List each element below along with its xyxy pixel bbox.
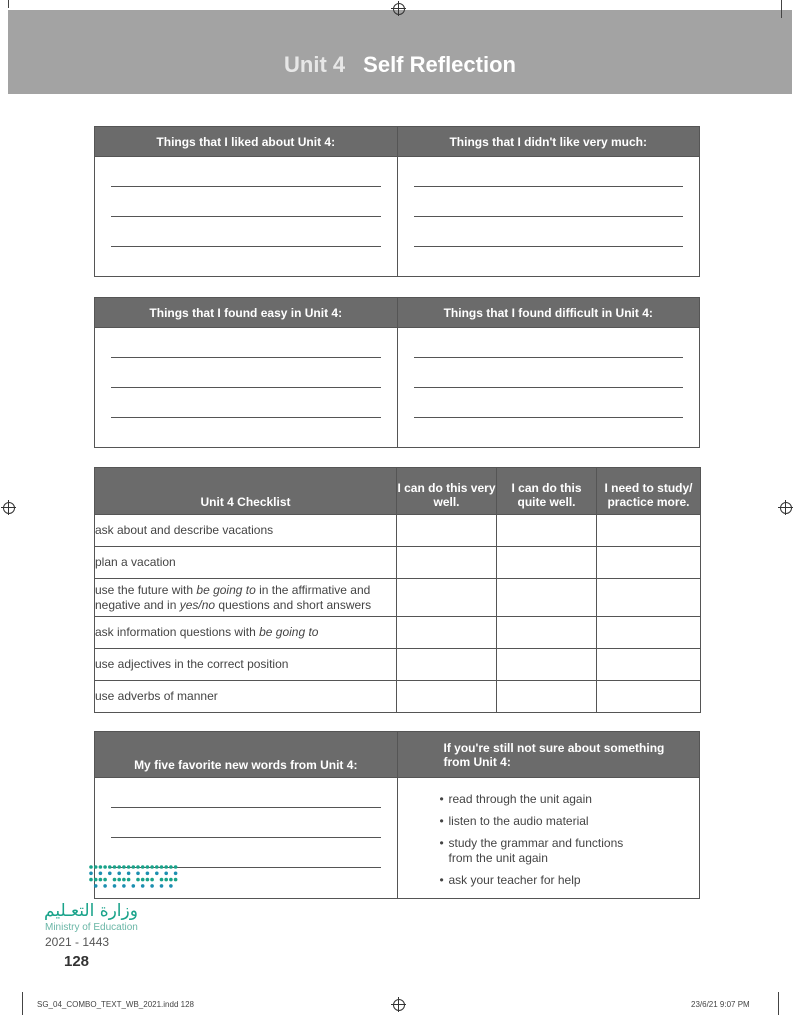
ministry-logo-dots-icon [88,864,180,890]
writing-line [414,246,684,247]
column-quite-well: I can do this quite well. [497,468,597,515]
page-title [0,52,800,78]
crop-mark [22,992,23,1015]
checklist-checkbox[interactable] [497,515,597,547]
checklist-checkbox[interactable] [597,579,701,617]
registration-mark-icon [780,502,792,514]
checklist-skill: ask information questions with be going to [95,617,397,649]
checklist-skill: use the future with be going to in the affirmative and negative and in yes/no questions and short answers [95,579,397,617]
checklist-checkbox[interactable] [497,681,597,713]
heading-difficult: Things that I found difficult in Unit 4: [397,298,700,328]
writing-line [111,837,381,838]
checklist-checkbox[interactable] [597,681,701,713]
tips-cell [397,778,700,899]
checklist-checkbox[interactable] [397,547,497,579]
heading-liked: Things that I liked about Unit 4: [95,127,398,157]
checklist-checkbox[interactable] [597,649,701,681]
column-study-more: I need to study/ practice more. [597,468,701,515]
checklist-checkbox[interactable] [397,515,497,547]
slug-date: 23/6/21 9:07 PM [691,1000,750,1009]
answer-area-easy[interactable] [95,328,398,448]
writing-line [414,417,684,418]
checklist-rows [95,515,701,713]
registration-mark-icon [3,502,15,514]
checklist-checkbox[interactable] [497,547,597,579]
reflection-table-liked [94,126,700,277]
writing-line [111,807,381,808]
checklist-checkbox[interactable] [397,681,497,713]
checklist-checkbox[interactable] [497,617,597,649]
tips-list [440,792,639,895]
checklist-checkbox[interactable] [397,579,497,617]
academic-year: 2021 - 1443 [45,935,110,949]
writing-line [414,216,684,217]
heading-not-liked: Things that I didn't like very much: [397,127,700,157]
unit-checklist-table [94,467,701,713]
writing-line [414,186,684,187]
crop-mark [778,992,779,1015]
ministry-name-arabic: وزارة التعـليم [44,901,138,921]
registration-mark-icon [393,999,405,1011]
checklist-checkbox[interactable] [397,617,497,649]
reflection-table-easy [94,297,700,448]
checklist-checkbox[interactable] [497,579,597,617]
answer-area-difficult[interactable] [397,328,700,448]
slug-filename: SG_04_COMBO_TEXT_WB_2021.indd 128 [37,1000,194,1009]
checklist-row [95,515,701,547]
checklist-skill: use adverbs of manner [95,681,397,713]
title-text: Self Reflection [363,52,516,77]
tip-item: • study the grammar and functions from the unit again [440,836,639,866]
writing-line [414,357,684,358]
answer-area-liked[interactable] [95,157,398,277]
heading-favorite-words: My five favorite new words from Unit 4: [95,732,398,778]
writing-line [111,387,381,388]
tip-item: • ask your teacher for help [440,873,639,888]
checklist-checkbox[interactable] [597,617,701,649]
checklist-skill: use adjectives in the correct position [95,649,397,681]
writing-line [111,186,381,187]
heading-easy: Things that I found easy in Unit 4: [95,298,398,328]
checklist-row [95,681,701,713]
checklist-skill: ask about and describe vacations [95,515,397,547]
heading-not-sure: If you're still not sure about something from Unit 4: [397,732,700,778]
writing-line [111,246,381,247]
favorites-table [94,731,700,899]
writing-line [111,216,381,217]
writing-line [414,387,684,388]
page-number: 128 [64,953,90,970]
checklist-checkbox[interactable] [497,649,597,681]
checklist-row [95,547,701,579]
registration-mark-icon [393,3,405,15]
writing-line [111,357,381,358]
tip-item: • read through the unit again [440,792,639,807]
checklist-row [95,617,701,649]
checklist-checkbox[interactable] [597,547,701,579]
column-very-well: I can do this very well. [397,468,497,515]
answer-area-not-liked[interactable] [397,157,700,277]
writing-line [111,417,381,418]
unit-label: Unit 4 [284,52,346,77]
checklist-checkbox[interactable] [397,649,497,681]
checklist-checkbox[interactable] [597,515,701,547]
checklist-skill: plan a vacation [95,547,397,579]
checklist-row [95,579,701,617]
checklist-title: Unit 4 Checklist [95,468,397,515]
crop-mark [8,0,9,8]
checklist-row [95,649,701,681]
tip-item: • listen to the audio material [440,814,639,829]
ministry-name-english: Ministry of Education [45,922,138,933]
crop-mark [781,0,782,18]
